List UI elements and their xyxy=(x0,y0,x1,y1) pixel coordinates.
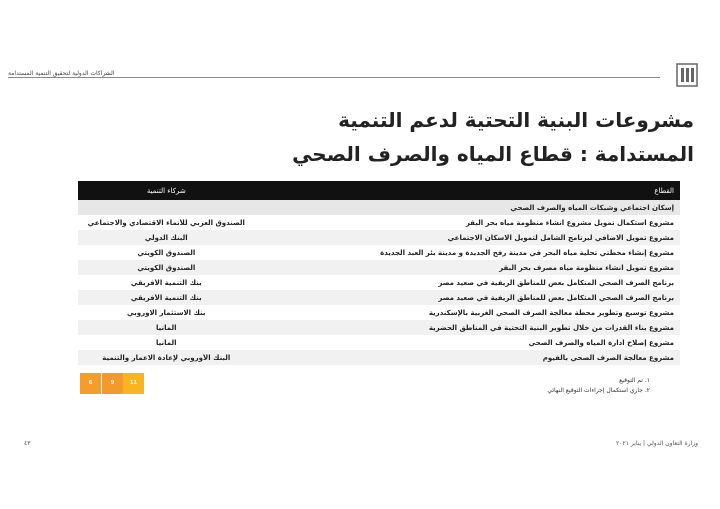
row-partner: بنك الاستثمار الاوروبي xyxy=(127,308,206,317)
ministry-logo-icon xyxy=(675,62,699,88)
page-title-line2: المستدامة : قطاع المياه والصرف الصحي xyxy=(292,142,694,166)
projects-table xyxy=(78,181,680,365)
row-partner: الصندوق الكويتي xyxy=(137,263,196,272)
table-row xyxy=(78,260,680,275)
table-row xyxy=(78,335,680,350)
sdg-6-icon: 6 xyxy=(80,373,101,394)
row-sector: مشروع إصلاح ادارة المياه والصرف الصحي xyxy=(528,338,674,347)
row-partner: الصندوق الكويتي xyxy=(137,248,196,257)
row-sector: برنامج الصرف الصحي المتكامل بعض للمناطق الريفية في صعيد مصر xyxy=(438,293,674,302)
table-row xyxy=(78,245,680,260)
table-row xyxy=(78,305,680,320)
row-sector: مشروع إنشاء محطتي تحلية مياه البحر في مدينة رفح الجديدة و مدينة بئر العبد الجديدة xyxy=(380,248,674,257)
note-2: ٢. جاري استكمال إجراءات التوقيع النهائي xyxy=(547,387,650,394)
sdg-9-icon: 9 xyxy=(102,373,123,394)
header-rule xyxy=(8,77,660,78)
row-sector: مشروع تمويل الاضافي لبرنامج الشامل لتمويل الاسكان الاجتماعي xyxy=(447,233,674,242)
row-partner: البنك الدولي xyxy=(144,233,188,242)
table-row xyxy=(78,350,680,365)
row-sector: مشروع استكمال تمويل مشروع انشاء منظومة مياه بحر البقر xyxy=(465,218,674,227)
header-text: الشراكات الدولية لتحقيق التنمية المستدامة xyxy=(8,70,115,77)
table-row xyxy=(78,215,680,230)
header-partners: شركاء التنمية xyxy=(146,186,186,195)
row-partner: البنك الأوروبي لإعادة الاعمار والتنمية xyxy=(102,353,231,362)
sdg-11-icon: 11 xyxy=(123,373,144,394)
row-sector: مشروع بناء القدرات من خلال تطوير البنية التحتية في المناطق الحضرية xyxy=(428,323,674,332)
header-sector: القطاع xyxy=(654,186,674,195)
row-partner: المانيا xyxy=(156,323,177,332)
row-partner: بنك التنمية الأفريقي xyxy=(130,293,202,302)
notes xyxy=(547,376,650,396)
page-title-line1: مشروعات البنية التحتية لدعم التنمية xyxy=(338,108,694,132)
row-partner: بنك التنمية الأفريقي xyxy=(130,278,202,287)
footer-text: وزارة التعاون الدولي | يناير ٢٠٢١ xyxy=(616,440,698,447)
row-sector: برنامج الصرف الصحي المتكامل بعض للمناطق الريفية في صعيد مصر xyxy=(438,278,674,287)
table-row xyxy=(78,275,680,290)
table-row xyxy=(78,320,680,335)
row-partner: المانيا xyxy=(156,338,177,347)
table-row xyxy=(78,290,680,305)
table-header xyxy=(78,181,680,200)
row-sector: مشروع توسيع وتطوير محطة معالجة الصرف الصحي الغربية بالإسكندرية xyxy=(428,308,674,317)
row-sector: مشروع تمويل انشاء منظومة مياه مصرف بحر البقر xyxy=(499,263,674,272)
row-sector: مشروع معالجة الصرف الصحي بالفيوم xyxy=(542,353,674,362)
section-row-label: إسكان اجتماعي وشبكات المياه والصرف الصحي xyxy=(510,203,674,212)
section-row xyxy=(78,200,680,215)
note-1: ١. تم التوقيع xyxy=(619,377,650,384)
page-number: ٤٣ xyxy=(24,440,31,447)
table-row xyxy=(78,230,680,245)
row-partner: الصندوق العربي للأنماء الاقتصادي والاجتماعي xyxy=(87,218,245,227)
